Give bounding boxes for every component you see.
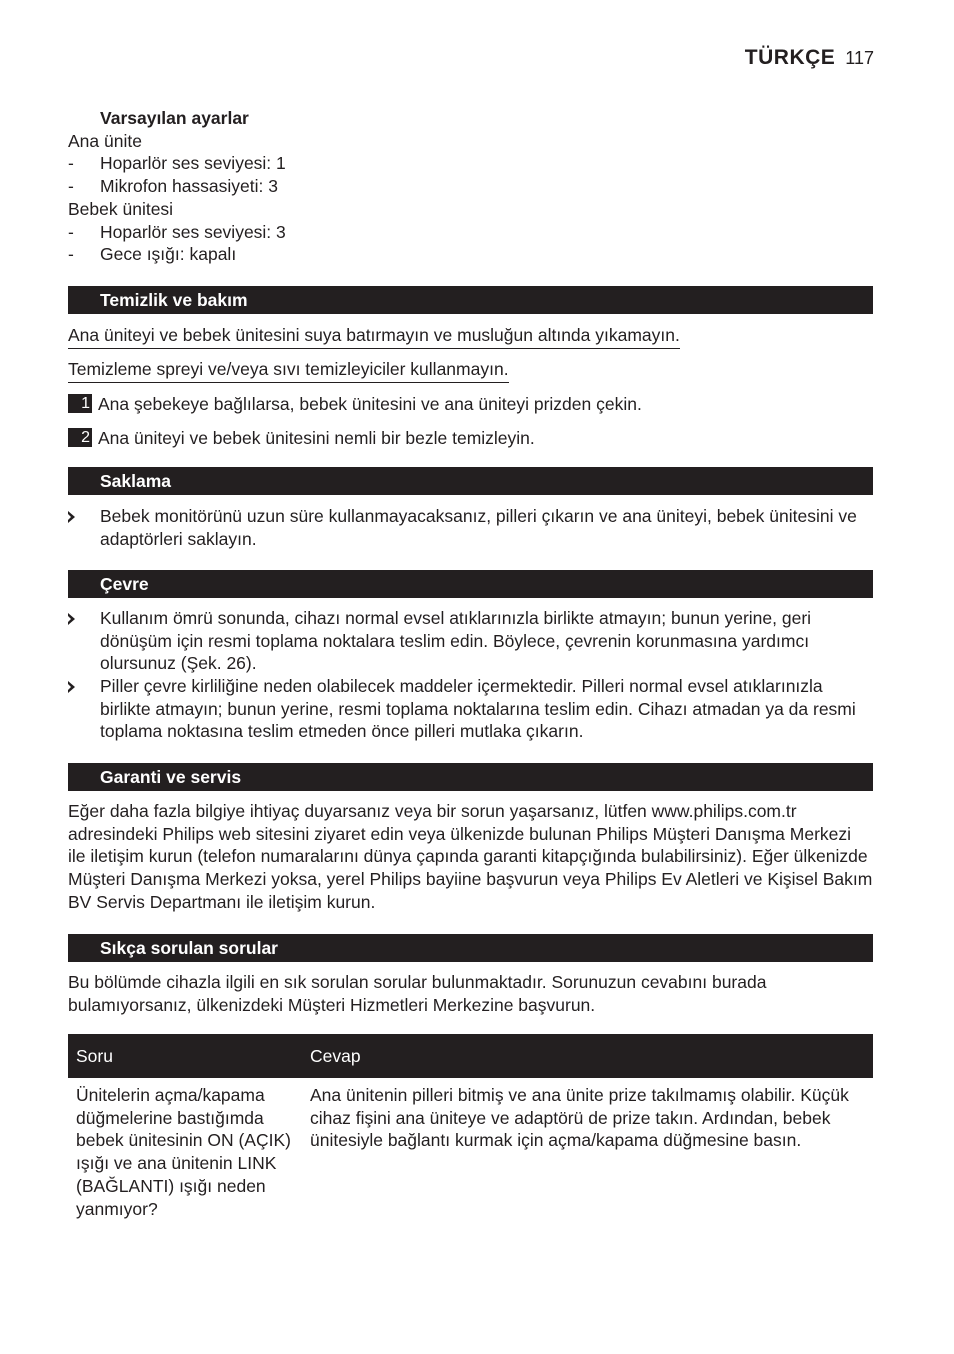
bullet-text: Bebek monitörünü uzun süre kullanmayacaksanız, pilleri çıkarın ve ana üniteyi, bebek ünitesini ve adaptörleri saklayın. — [100, 506, 857, 549]
guarantee-text-part: adresindeki Philips web sitesini ziyaret edin veya ülkenizde bulunan Philips Müşteri Danışma Merkezi ile iletişim kurun (telefon numaralarını dünya çapında garanti kitapçığında bulabilirsiniz). Eğer ülkenizde Müşteri Danışma Merkezi yoksa, yerel Philips bayiine başvurun veya Philips Ev Aletleri ve Kişisel Bakım BV Servis Departmanı ile iletişim kurun. — [68, 823, 873, 912]
answer-cell: Ana ünitenin pilleri bitmiş ve ana ünite prize takılmamış olabilir. Küçük cihaz fişini ana üniteye ve adaptörü de prize takın. Ardından, bebek ünitesiyle bağlantı kurmak için açma/kapama düğmesine basın. — [310, 1085, 849, 1151]
table-row — [68, 1078, 873, 1226]
bullet-arrow-icon — [68, 511, 75, 523]
section-header-faq: Sıkça sorulan sorular — [68, 934, 873, 962]
parent-unit-label: Ana ünite — [68, 130, 142, 151]
guarantee-text — [68, 800, 873, 914]
faq-intro: Bu bölümde cihazla ilgili en sık sorulan sorular bulunmaktadır. Sorunuzun cevabını burada bulamıyorsanız, ülkenizdeki Müşteri Hizmetleri Merkezine başvurun. — [68, 972, 767, 1015]
cleaning-warning-2: Temizleme spreyi ve/veya sıvı temizleyiciler kullanmayın. — [68, 358, 509, 383]
cleaning-step-1 — [68, 393, 873, 415]
baby-unit-label: Bebek ünitesi — [68, 198, 174, 219]
table-header-row — [68, 1034, 873, 1078]
philips-website-link[interactable]: www.philips.com.tr — [651, 801, 797, 821]
guarantee-text-part: Eğer daha fazla bilgiye ihtiyaç duyarsanız veya bir sorun yaşarsanız, lütfen — [68, 801, 652, 821]
environment-bullet-1 — [68, 607, 873, 675]
step-text: Ana üniteyi ve bebek ünitesini nemli bir bezle temizleyin. — [98, 428, 535, 448]
default-settings — [68, 107, 873, 266]
column-header-question: Soru — [68, 1034, 302, 1078]
bullet-arrow-icon — [68, 613, 75, 625]
bullet-text: Kullanım ömrü sonunda, cihazı normal evsel atıklarınızla birlikte atmayın; bunun yerine, geri dönüşüm için resmi toplama noktalara teslim edin. Böylece, çevrenin korunmasına yardımcı olursunuz (Şek. 26). — [100, 608, 812, 674]
cleaning-step-2 — [68, 427, 873, 449]
storage-bullet — [68, 505, 873, 550]
language-label: TÜRKÇE — [744, 46, 836, 69]
cleaning-warning-1: Ana üniteyi ve bebek ünitesini suya batırmayın ve musluğun altında yıkamayın. — [68, 324, 680, 349]
bullet-arrow-icon — [68, 681, 75, 693]
question-cell: Ünitelerin açma/kapama düğmelerine bastığımda bebek ünitesinin ON (AÇIK) ışığı ve ana ünitenin LINK (BAĞLANTI) ışığı neden yanmıyor? — [76, 1085, 291, 1219]
step-number: 2 — [68, 428, 92, 447]
section-header-storage: Saklama — [68, 467, 873, 495]
section-header-environment: Çevre — [68, 570, 873, 598]
list-item: - Gece ışığı: kapalı — [68, 243, 873, 266]
list-item: - Hoparlör ses seviyesi: 1 — [68, 152, 873, 175]
section-header-guarantee: Garanti ve servis — [68, 763, 873, 791]
default-settings-title: Varsayılan ayarlar — [100, 108, 249, 128]
page-number: 117 — [845, 48, 874, 68]
page-header — [745, 46, 874, 70]
step-text: Ana şebekeye bağlılarsa, bebek ünitesini ve ana üniteyi prizden çekin. — [98, 394, 642, 414]
list-item: - Hoparlör ses seviyesi: 3 — [68, 221, 873, 244]
bullet-text: Piller çevre kirliliğine neden olabilecek maddeler içermektedir. Pilleri normal evsel atıklarınızla birlikte atmayın; bunun yerine, resmi toplama noktalarına teslim edin. Cihazı atmadan ya da resmi toplama noktasına teslim etmeden önce pilleri mutlaka çıkarın. — [100, 676, 856, 742]
list-item: - Mikrofon hassasiyeti: 3 — [68, 175, 873, 198]
faq-table — [68, 1034, 873, 1226]
environment-bullet-2 — [68, 675, 873, 743]
step-number: 1 — [68, 394, 92, 413]
column-header-answer: Cevap — [302, 1034, 873, 1078]
section-header-cleaning: Temizlik ve bakım — [68, 286, 873, 314]
